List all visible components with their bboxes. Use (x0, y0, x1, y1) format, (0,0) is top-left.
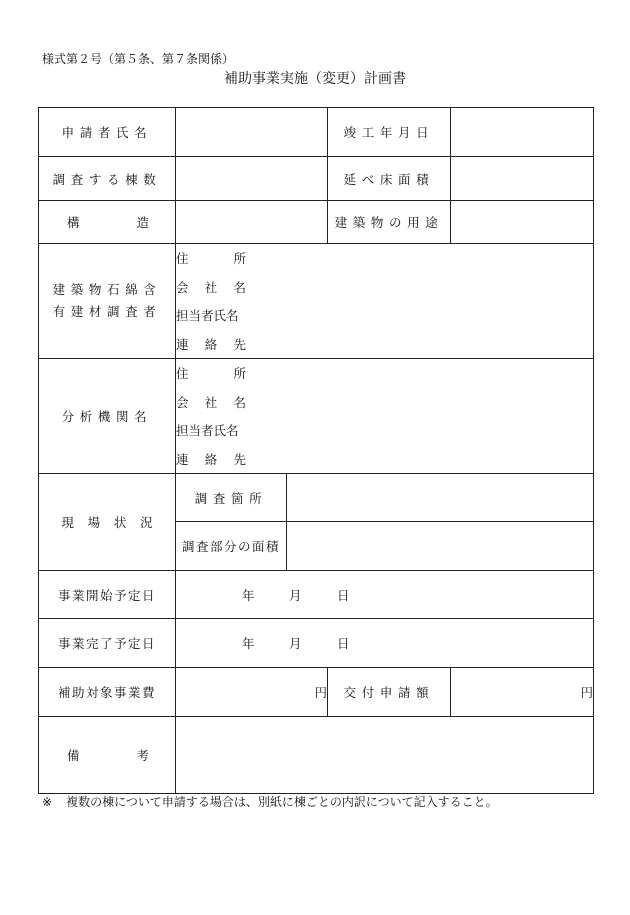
investigator-details[interactable] (176, 244, 594, 359)
label-structure (39, 201, 176, 244)
field-survey-location[interactable] (287, 474, 594, 522)
row-end-date (39, 619, 594, 668)
label-remarks-char-1: 備 (67, 748, 80, 763)
address-char-1: 住 (176, 366, 189, 382)
company-char-2: 社 (204, 394, 218, 410)
investigator-company-row (176, 273, 593, 302)
field-floor-area[interactable] (451, 157, 594, 201)
label-survey-area: 調査部分の面積 (176, 522, 287, 571)
investigator-contact-label (176, 335, 246, 353)
row-start-date (39, 571, 594, 619)
field-structure[interactable] (176, 201, 328, 244)
label-grant-amount: 交付申請額 (328, 668, 451, 717)
label-building-count: 調査する棟数 (39, 157, 176, 201)
row-investigator (39, 244, 594, 359)
contact-char-2: 絡 (204, 336, 218, 352)
grant-amount-yen-unit: 円 (580, 685, 593, 700)
field-applicant-name[interactable] (176, 108, 328, 157)
start-month-unit: 月 (289, 587, 302, 603)
row-cost (39, 668, 594, 717)
row-remarks (39, 717, 594, 794)
investigator-person-row (176, 301, 593, 330)
label-project-cost: 補助対象事業費 (39, 668, 176, 717)
contact-char-1: 連 (176, 451, 189, 467)
end-year-unit: 年 (242, 636, 255, 651)
label-investigator-line-1: 建築物石綿含 (52, 282, 162, 297)
field-grant-amount[interactable] (451, 668, 594, 717)
label-remarks-char-2: 考 (136, 748, 149, 763)
analysis-contact-row (176, 445, 593, 474)
analysis-address-row (176, 359, 593, 388)
field-building-use[interactable] (451, 201, 594, 244)
document-title: 補助事業実施（変更）計画書 (224, 71, 406, 87)
analysis-company-row (176, 388, 593, 417)
footnote (42, 793, 498, 810)
field-survey-area[interactable] (287, 522, 594, 571)
company-char-3: 名 (233, 279, 246, 295)
company-char-1: 会 (176, 394, 189, 410)
label-building-use: 建築物の用途 (328, 201, 451, 244)
label-applicant-name: 申請者氏名 (39, 108, 176, 157)
analysis-company-label (176, 393, 246, 411)
field-end-date[interactable] (176, 619, 594, 668)
label-investigator-line-2: 有建材調査者 (52, 304, 162, 319)
row-site-status-location (39, 474, 594, 522)
label-completion-date: 竣工年月日 (328, 108, 451, 157)
contact-char-2: 絡 (204, 451, 218, 467)
company-char-3: 名 (233, 394, 246, 410)
start-day-unit: 日 (337, 587, 350, 603)
address-char-2: 所 (233, 366, 246, 382)
row-structure (39, 201, 594, 244)
analysis-person-row (176, 416, 593, 445)
label-floor-area: 延べ床面積 (328, 157, 451, 201)
company-char-1: 会 (176, 279, 189, 295)
contact-char-1: 連 (176, 336, 189, 352)
form-id: 様式第２号（第５条、第７条関係） (42, 52, 235, 66)
label-remarks (39, 717, 176, 794)
row-applicant (39, 108, 594, 157)
project-cost-yen-unit: 円 (314, 685, 327, 700)
label-start-date: 事業開始予定日 (39, 571, 176, 619)
end-month-unit: 月 (289, 636, 302, 651)
address-char-2: 所 (233, 251, 246, 267)
field-start-date[interactable] (176, 571, 594, 619)
label-structure-char-1: 構 (67, 215, 80, 230)
label-site-status-text: 現場状況 (61, 515, 167, 530)
contact-char-3: 先 (233, 451, 246, 467)
field-completion-date[interactable] (451, 108, 594, 157)
investigator-company-label (176, 278, 246, 296)
analysis-org-details[interactable] (176, 359, 594, 474)
label-survey-location: 調査箇所 (176, 474, 287, 522)
label-analysis-org: 分析機関名 (39, 359, 176, 474)
end-day-unit: 日 (337, 636, 350, 651)
investigator-person-label: 担当者氏名 (176, 308, 239, 324)
analysis-address-label (176, 364, 246, 382)
company-char-2: 社 (204, 279, 218, 295)
label-structure-char-2: 造 (136, 215, 149, 230)
contact-char-3: 先 (233, 336, 246, 352)
start-year-unit: 年 (242, 587, 255, 603)
field-remarks[interactable] (176, 717, 594, 794)
field-building-count[interactable] (176, 157, 328, 201)
footnote-mark: ※ (42, 795, 53, 809)
application-form-table (38, 107, 594, 794)
analysis-person-label: 担当者氏名 (176, 423, 239, 439)
investigator-contact-row (176, 330, 593, 359)
row-building-count (39, 157, 594, 201)
label-investigator (39, 244, 176, 359)
row-analysis-org (39, 359, 594, 474)
address-char-1: 住 (176, 251, 189, 267)
analysis-contact-label (176, 450, 246, 468)
investigator-address-label (176, 249, 246, 267)
field-project-cost[interactable] (176, 668, 328, 717)
investigator-address-row (176, 244, 593, 273)
footnote-text: 複数の棟について申請する場合は、別紙に棟ごとの内訳について記入すること。 (66, 795, 498, 809)
label-site-status (39, 474, 176, 571)
label-end-date: 事業完了予定日 (39, 619, 176, 668)
